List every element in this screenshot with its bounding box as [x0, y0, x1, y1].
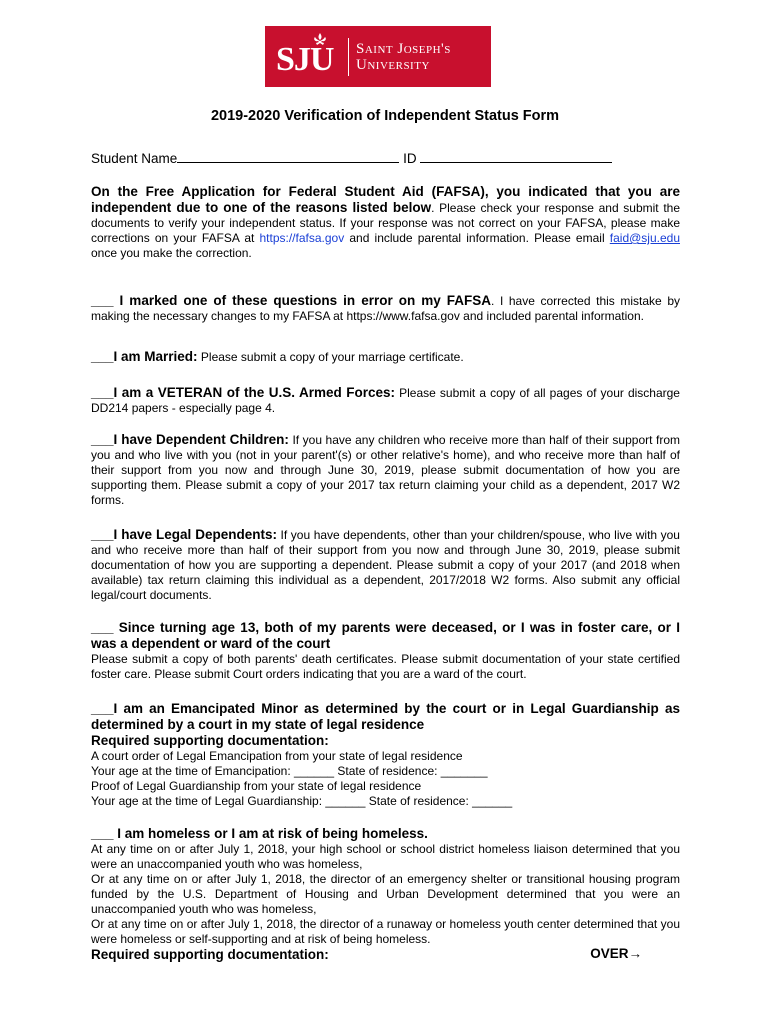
option-homeless	[91, 826, 680, 963]
option-emancipated	[91, 701, 680, 809]
option-orphan-text: Please submit a copy of both parents' death certificates. Please submit documentation of your state certified foster care. Please submit Court orders indicating that you are a ward of the court.	[91, 652, 680, 681]
student-info-line	[91, 151, 612, 166]
option-legal-dependents-heading[interactable]: ___I have Legal Dependents:	[91, 527, 277, 542]
option-homeless-heading[interactable]: ___ I am homeless or I am at risk of being homeless.	[91, 826, 428, 841]
option-children-text: If you have any children who receive more than half of their support from you and who live with you (not in your parent'(s) or other relative's home), and who receive more than half of their support from you now and through June 30, 2019, please submit documentation of how you are supporting them. Please submit a copy of your 2017 tax return claiming your child as a dependent, 2017 W2 forms.	[91, 433, 680, 507]
intro-bold: On the Free Application for Federal Student Aid (FAFSA), you indicated that you are independent due to one of the reasons listed below	[91, 184, 680, 215]
logo-abbr: SJU	[276, 41, 334, 78]
email-link[interactable]: faid@sju.edu	[609, 231, 680, 245]
option-veteran-text: Please submit a copy of all pages of your discharge DD214 papers - especially page 4.	[91, 386, 680, 415]
sju-logo	[265, 26, 491, 87]
option-homeless-p1: At any time on or after July 1, 2018, your high school or school district homeless liaison determined that you were an unaccompanied youth who was homeless,	[91, 842, 680, 871]
option-children	[91, 432, 680, 508]
logo-name-line1: Saint Joseph's	[356, 41, 451, 57]
option-emancipated-heading[interactable]: ___I am an Emancipated Minor as determined by the court or in Legal Guardianship as determined by a court in my state of legal residence	[91, 701, 680, 732]
option-homeless-p2: Or at any time on or after July 1, 2018, the director of an emergency shelter or transitional housing program funded by the U.S. Department of Housing and Urban Development determined that you were an unaccompanied youth who was homeless,	[91, 872, 680, 916]
option-veteran	[91, 385, 680, 416]
option-orphan	[91, 620, 680, 682]
fafsa-link[interactable]: https://fafsa.gov	[259, 231, 345, 245]
logo-divider	[348, 38, 349, 76]
option-orphan-heading[interactable]: ___ Since turning age 13, both of my parents were deceased, or I was in foster care, or I was a dependent or ward of the court	[91, 620, 680, 651]
student-name-label: Student Name	[91, 151, 178, 166]
option-legal-dependents-text: If you have dependents, other than your children/spouse, who live with you and who receive more than half of their support from you now and through June 30, 2019, please submit documentation of how you are supporting a dependent. Please submit a copy of your 2017 (and 2018 when available) tax return claiming this individual as a dependent, 2017/2018 W2 forms. Also submit any official legal/court documents.	[91, 528, 680, 602]
intro-text1: . Please check your response and submit the documents to verify your independent status. If your response was not correct on your FAFSA, please make corrections on your FAFSA at	[91, 201, 681, 245]
id-label: ID	[403, 151, 417, 166]
option-homeless-required: Required supporting documentation:	[91, 947, 329, 962]
over-indicator: OVER→	[590, 946, 642, 961]
logo-name-line2: University	[356, 57, 430, 73]
option-married	[91, 349, 680, 365]
form-title: 2019-2020 Verification of Independent Status Form	[210, 108, 560, 124]
emancipated-line: A court order of Legal Emancipation from your state of legal residence	[91, 749, 463, 763]
emancipated-line[interactable]: Your age at the time of Emancipation: ______ State of residence: _______	[91, 764, 488, 778]
option-homeless-p3: Or at any time on or after July 1, 2018, the director of a runaway or homeless youth center determined that you were homeless or self-supporting and at risk of being homeless.	[91, 917, 680, 946]
id-field[interactable]	[420, 152, 612, 163]
option-legal-dependents	[91, 527, 680, 603]
intro-text2: and include parental information. Please email	[344, 231, 610, 245]
logo-name	[356, 41, 451, 73]
option-error-heading: I marked one of these questions in error on my FAFSA	[113, 293, 492, 308]
emancipated-line: Proof of Legal Guardianship from your state of legal residence	[91, 779, 422, 793]
intro-paragraph	[91, 184, 680, 261]
option-error-text: . I have corrected this mistake by making the necessary changes to my FAFSA at https://www.fafsa.gov and included parental information.	[91, 294, 681, 323]
option-married-text: Please submit a copy of your marriage certificate.	[197, 350, 464, 364]
option-married-heading[interactable]: ___I am Married:	[91, 349, 198, 364]
option-veteran-heading[interactable]: ___I am a VETERAN of the U.S. Armed Forces:	[91, 385, 396, 400]
option-children-heading[interactable]: ___I have Dependent Children:	[91, 432, 289, 447]
option-error-blank[interactable]: ___	[91, 293, 114, 308]
option-emancipated-required: Required supporting documentation:	[91, 733, 329, 748]
intro-text3: once you make the correction.	[91, 246, 252, 260]
option-error	[91, 293, 680, 324]
emancipated-line[interactable]: Your age at the time of Legal Guardianship: ______ State of residence: ______	[91, 794, 513, 808]
student-name-field[interactable]	[177, 152, 399, 163]
